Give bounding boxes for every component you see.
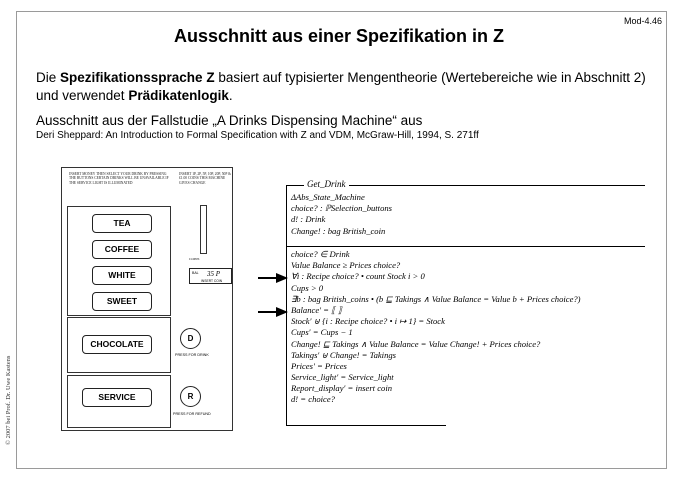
schema-name: Get_Drink (304, 179, 349, 189)
declaration-line: Change! : bag British_coin (291, 225, 386, 236)
machine-instructions: INSERT MONEY THEN SELECT YOUR DRINK BY PRESSING THE BUTTONS CERTAIN DRINKS WILL BE UNAVAILABLE IF THE SERVICE LIGHT IS ILLUMINATED (69, 172, 169, 185)
schema-declarations (291, 192, 392, 237)
schema-divider (286, 246, 645, 247)
tea-button: TEA (92, 214, 152, 233)
schema-bottom-line (286, 425, 446, 426)
display-message: INSERT COIN (201, 279, 223, 283)
intro-post: . (228, 88, 233, 103)
chocolate-button: CHOCOLATE (82, 335, 152, 354)
predicate-line: d! = choice? (291, 394, 335, 405)
arrow-right-icon (258, 306, 288, 318)
display-bal-label: BAL (192, 271, 199, 275)
predicate-line: Cups′ = Cups − 1 (291, 327, 353, 338)
service-button: SERVICE (82, 388, 152, 407)
intro-mid: basiert auf typisierter Mengentheorie (Wertebereiche wie in Abschnitt 2) und verwendet (36, 70, 646, 103)
predicate-line: ∃b : bag British_coins • (b ⊑ Takings ∧ Value Balance = Value b + Prices choice?) (291, 293, 581, 304)
z-schema-get-drink (286, 179, 645, 430)
coin-slot (200, 205, 207, 254)
predicate-line: Change! ⊑ Takings ∧ Value Balance = Value Change! + Prices choice? (291, 338, 541, 349)
predicate-line: ∀i : Recipe choice? • count Stock i > 0 (291, 271, 425, 282)
predicate-line: Takings′ ⊎ Change! = Takings (291, 349, 397, 360)
intro-bold-logic: Prädikatenlogik (128, 88, 229, 103)
drinks-machine-illustration (61, 167, 233, 431)
copyright-note: © 2007 bei Prof. Dr. Uwe Kastens (5, 355, 12, 445)
predicate-line: Stock′ ⊎ {i : Recipe choice? • i ↦ 1} = Stock (291, 316, 445, 327)
predicate-line: Balance′ = ⟦ ⟧ (291, 304, 342, 315)
case-study-line: Ausschnitt aus der Fallstudie „A Drinks Dispensing Machine“ aus (36, 113, 423, 128)
module-label: Mod-4.46 (623, 16, 662, 26)
schema-predicates (291, 249, 581, 406)
declaration-line: ΔAbs_State_Machine (291, 192, 365, 202)
drink-button-label: PRESS FOR DRINK (175, 353, 209, 357)
refund-round-button: R (180, 386, 201, 407)
machine-coin-info: INSERT 1P, 2P, 5P, 10P, 20P, 50P & £1.00 COINS THIS MACHINE GIVES CHANGE (179, 172, 231, 185)
schema-left-line (286, 185, 287, 425)
predicate-line: choice? ∈ Drink (291, 249, 350, 259)
coffee-button: COFFEE (92, 240, 152, 259)
intro-paragraph (36, 69, 656, 105)
predicate-line: Prices′ = Prices (291, 360, 347, 371)
declaration-line: d! : Drink (291, 214, 326, 225)
balance-display (189, 268, 232, 284)
intro-pre: Die (36, 70, 61, 85)
arrow-right-icon (258, 272, 288, 284)
coins-label: COINS (189, 257, 200, 261)
reference-line: Deri Sheppard: An Introduction to Formal Specification with Z and VDM, McGraw-Hill, 1994, S. 271ff (36, 130, 479, 141)
predicate-line: Cups > 0 (291, 282, 324, 293)
predicate-line: Value Balance ≥ Prices choice? (291, 260, 401, 271)
declaration-line: choice? : ℙSelection_buttons (291, 203, 393, 214)
intro-bold-z: Spezifikationssprache Z (60, 70, 215, 85)
sweet-button: SWEET (92, 292, 152, 311)
predicate-line: Report_display′ = insert coin (291, 383, 393, 394)
display-value: 35 P (207, 270, 221, 278)
refund-button-label: PRESS FOR REFUND (173, 412, 211, 416)
predicate-line: Service_light′ = Service_light (291, 372, 394, 383)
drink-round-button: D (180, 328, 201, 349)
slide-title: Ausschnitt aus einer Spezifikation in Z (173, 26, 505, 46)
white-button: WHITE (92, 266, 152, 285)
